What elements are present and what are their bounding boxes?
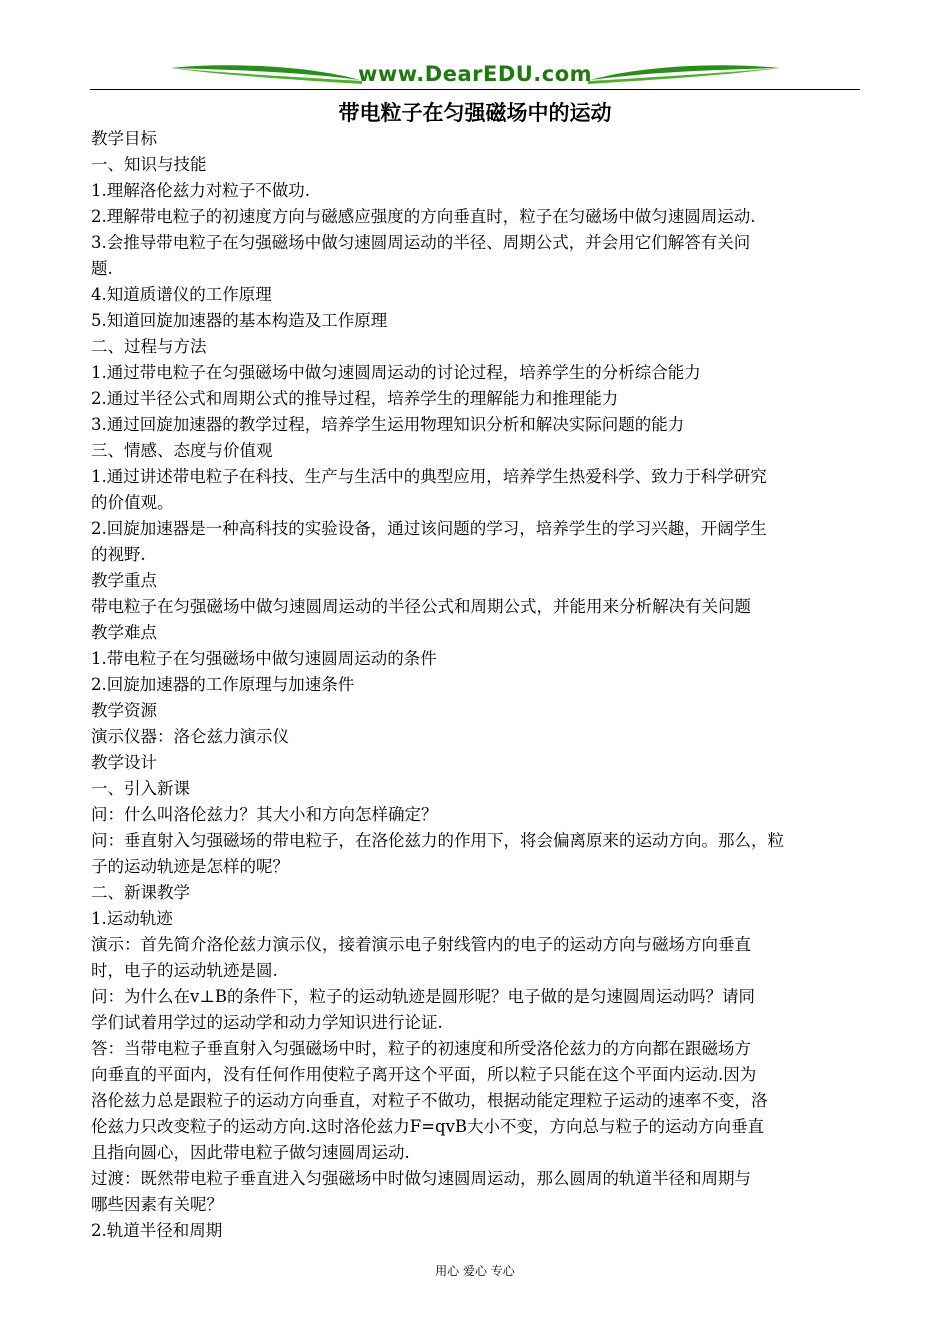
text-line: 向垂直的平面内，没有任何作用使粒子离开这个平面，所以粒子只能在这个平面内运动.因为 <box>91 1065 757 1084</box>
text-line: 1.带电粒子在匀强磁场中做匀速圆周运动的条件 <box>91 649 437 668</box>
text-line: 子的运动轨迹是怎样的呢？ <box>91 857 289 876</box>
text-line: 问：垂直射入匀强磁场的带电粒子，在洛伦兹力的作用下，将会偏离原来的运动方向。那么，粒 <box>91 831 784 850</box>
text-line: 2.理解带电粒子的初速度方向与磁感应强度的方向垂直时，粒子在匀磁场中做匀速圆周运动. <box>91 207 756 226</box>
text-line: 过渡：既然带电粒子垂直进入匀强磁场中时做匀速圆周运动，那么圆周的轨道半径和周期与 <box>91 1169 751 1188</box>
text-line: 教学设计 <box>91 753 157 772</box>
text-line: 教学重点 <box>91 571 157 590</box>
document-body <box>91 126 861 1244</box>
text-line: 一、引入新课 <box>91 779 190 798</box>
text-line: 4.知道质谱仪的工作原理 <box>91 285 272 304</box>
document-title: 带电粒子在匀强磁场中的运动 <box>338 101 612 125</box>
text-line: 3.会推导带电粒子在匀强磁场中做匀速圆周运动的半径、周期公式，并会用它们解答有关问 <box>91 233 751 252</box>
text-line: 1.通过讲述带电粒子在科技、生产与生活中的典型应用，培养学生热爱科学、致力于科学研究 <box>91 467 767 486</box>
text-line: 教学目标 <box>91 129 157 148</box>
page-footer: 用心 爱心 专心 <box>435 1264 515 1278</box>
text-line: 时，电子的运动轨迹是圆. <box>91 961 278 980</box>
site-logo-text: www.DearEDU.com <box>357 62 593 86</box>
text-line: 且指向圆心，因此带电粒子做匀速圆周运动. <box>91 1143 410 1162</box>
text-line: 的价值观。 <box>91 493 174 512</box>
text-line: 带电粒子在匀强磁场中做匀速圆周运动的半径公式和周期公式，并能用来分析解决有关问题 <box>91 597 751 616</box>
text-line: 洛伦兹力总是跟粒子的运动方向垂直，对粒子不做功，根据动能定理粒子运动的速率不变，洛 <box>91 1091 768 1110</box>
text-line: 演示仪器：洛仑兹力演示仪 <box>91 727 289 746</box>
text-line: 2.回旋加速器是一种高科技的实验设备，通过该问题的学习，培养学生的学习兴趣，开阔学生 <box>91 519 767 538</box>
text-line: 2.轨道半径和周期 <box>91 1221 223 1240</box>
text-line: 伦兹力只改变粒子的运动方向.这时洛伦兹力F=qvB大小不变，方向总与粒子的运动方向垂直 <box>91 1117 765 1136</box>
text-line: 问：为什么在v⊥B的条件下，粒子的运动轨迹是圆形呢？电子做的是匀速圆周运动吗？请同 <box>91 987 755 1006</box>
text-line: 三、情感、态度与价值观 <box>91 441 273 460</box>
header-rule <box>90 89 860 90</box>
text-line: 教学难点 <box>91 623 157 642</box>
text-line: 5.知道回旋加速器的基本构造及工作原理 <box>91 311 388 330</box>
text-line: 二、新课教学 <box>91 883 190 902</box>
text-line: 哪些因素有关呢？ <box>91 1195 223 1214</box>
text-line: 一、知识与技能 <box>91 155 207 174</box>
text-line: 2.通过半径公式和周期公式的推导过程，培养学生的理解能力和推理能力 <box>91 389 619 408</box>
text-line: 演示：首先简介洛伦兹力演示仪，接着演示电子射线管内的电子的运动方向与磁场方向垂直 <box>91 935 751 954</box>
text-line: 1.理解洛伦兹力对粒子不做功. <box>91 181 310 200</box>
text-line: 学们试着用学过的运动学和动力学知识进行论证. <box>91 1013 443 1032</box>
text-line: 的视野. <box>91 545 146 564</box>
text-line: 3.通过回旋加速器的教学过程，培养学生运用物理知识分析和解决实际问题的能力 <box>91 415 685 434</box>
text-line: 2.回旋加速器的工作原理与加速条件 <box>91 675 355 694</box>
text-line: 1.运动轨迹 <box>91 909 173 928</box>
text-line: 问：什么叫洛伦兹力？其大小和方向怎样确定？ <box>91 805 438 824</box>
text-line: 1.通过带电粒子在匀强磁场中做匀速圆周运动的讨论过程，培养学生的分析综合能力 <box>91 363 701 382</box>
site-header <box>90 58 860 92</box>
text-line: 二、过程与方法 <box>91 337 207 356</box>
text-line: 题. <box>91 259 113 278</box>
text-line: 教学资源 <box>91 701 157 720</box>
text-line: 答：当带电粒子垂直射入匀强磁场中时，粒子的初速度和所受洛伦兹力的方向都在跟磁场方 <box>91 1039 751 1058</box>
